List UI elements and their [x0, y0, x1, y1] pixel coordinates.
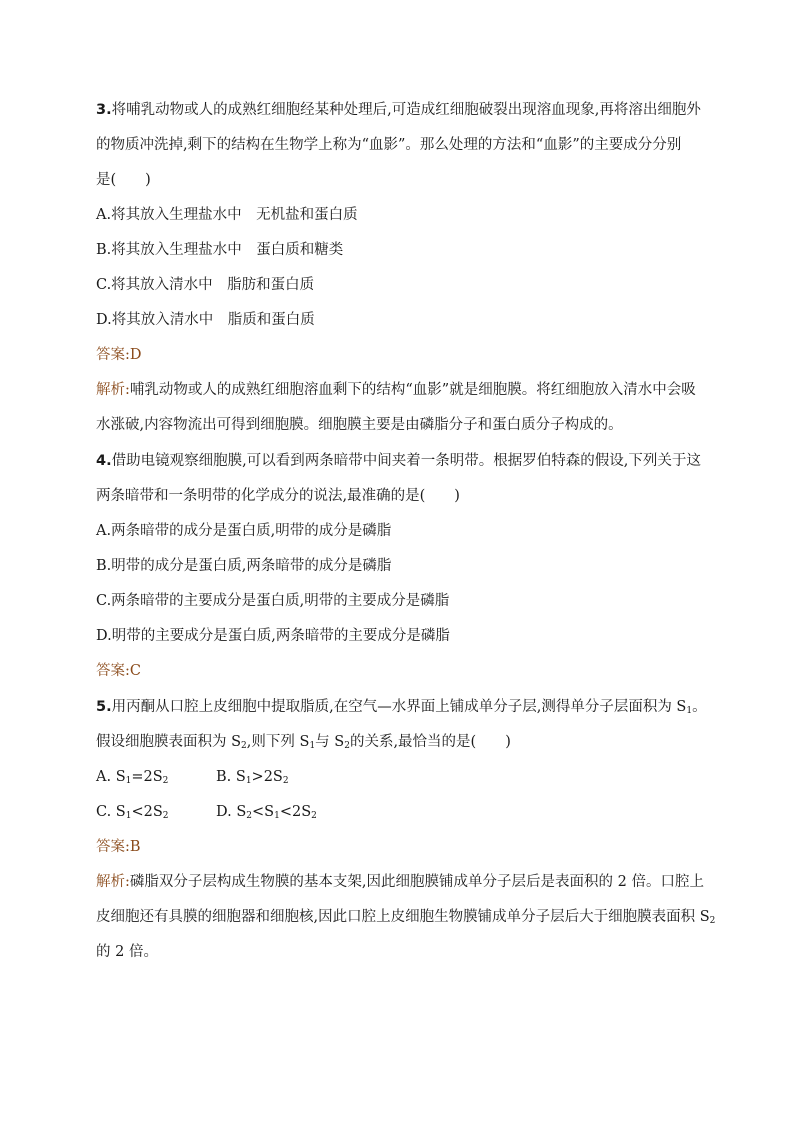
explanation-line: 皮细胞还有具膜的细胞器和细胞核,因此口腔上皮细胞生物膜铺成单分子层后大于细胞膜表面积 S: [96, 909, 710, 925]
option-c: C.将其放入清水中 脂肪和蛋白质: [96, 277, 315, 293]
stem-line: 将哺乳动物或人的成熟红细胞经某种处理后,可造成红细胞破裂出现溶血现象,再将溶出细胞外: [111, 102, 701, 118]
option-a: A. $S_1=2S_2$: [96, 769, 169, 786]
question-number: 4.: [96, 453, 112, 469]
question-number: 5.: [96, 699, 112, 715]
explanation-label: 解析:: [96, 874, 130, 890]
question-3-stem: [96, 100, 706, 190]
options-row-1: [96, 767, 706, 787]
answer: 答案:C: [96, 663, 141, 679]
explanation-line: 磷脂双分子层构成生物膜的基本支架,因此细胞膜铺成单分子层后是表面积的 2 倍。口腔上: [129, 874, 704, 890]
option-a: A.两条暗带的成分是蛋白质,明带的成分是磷脂: [96, 523, 392, 539]
explanation-line: 哺乳动物或人的成熟红细胞溶血剩下的结构“血影”就是细胞膜。将红细胞放入清水中会吸: [129, 382, 696, 398]
explanation: 解析:磷脂双分子层构成生物膜的基本支架,因此细胞膜铺成单分子层后是表面积的 2 倍。口腔上 皮细胞还有具膜的细胞器和细胞核,因此口腔上皮细胞生物膜铺成单分子层后大于细胞膜表面积 $S_2$ 的 2 倍。: [96, 874, 716, 960]
options-row-2: [96, 802, 706, 822]
question-4-stem: [96, 451, 706, 506]
answer: 答案:B: [96, 839, 141, 855]
document-page: [96, 100, 716, 978]
question-5: [96, 697, 716, 962]
question-3: [96, 100, 706, 435]
answer: 答案:D: [96, 347, 142, 363]
option-b: B.明带的成分是蛋白质,两条暗带的成分是磷脂: [96, 558, 392, 574]
option-d: D.明带的主要成分是蛋白质,两条暗带的主要成分是磷脂: [96, 628, 450, 644]
option-b: B.将其放入生理盐水中 蛋白质和糖类: [96, 242, 344, 258]
stem-line: 两条暗带和一条明带的化学成分的说法,最准确的是( ): [96, 488, 460, 504]
stem-line: 是( ): [96, 172, 151, 188]
question-4: [96, 451, 706, 681]
option-c: C. $S_1<2S_2$: [96, 804, 169, 821]
question-5-stem: 5.用丙酮从口腔上皮细胞中提取脂质,在空气—水界面上铺成单分子层,测得单分子层面积为 $S_1$。 假设细胞膜表面积为 $S_2$,则下列 $S_1$与 $S_2$的关系,最恰当的是( ): [96, 699, 707, 751]
explanation-label: 解析:: [96, 382, 130, 398]
explanation: [96, 380, 706, 435]
explanation-line: 的 2 倍。: [96, 944, 158, 960]
explanation-line: 水涨破,内容物流出可得到细胞膜。细胞膜主要是由磷脂分子和蛋白质分子构成的。: [96, 417, 623, 433]
option-d: D. $S_2<S_1<2S_2$: [216, 804, 317, 821]
stem-line: 借助电镜观察细胞膜,可以看到两条暗带中间夹着一条明带。根据罗伯特森的假设,下列关于这: [111, 453, 701, 469]
stem-line: 的物质冲洗掉,剩下的结构在生物学上称为“血影”。那么处理的方法和“血影”的主要成分分别: [96, 137, 682, 153]
option-a: A.将其放入生理盐水中 无机盐和蛋白质: [96, 207, 358, 223]
option-d: D.将其放入清水中 脂质和蛋白质: [96, 312, 315, 328]
option-b: B. $S_1>2S_2$: [216, 769, 289, 786]
stem-text: 用丙酮从口腔上皮细胞中提取脂质,在空气—水界面上铺成单分子层,测得单分子层面积为 S: [111, 699, 687, 715]
question-number: 3.: [96, 102, 112, 118]
option-c: C.两条暗带的主要成分是蛋白质,明带的主要成分是磷脂: [96, 593, 450, 609]
